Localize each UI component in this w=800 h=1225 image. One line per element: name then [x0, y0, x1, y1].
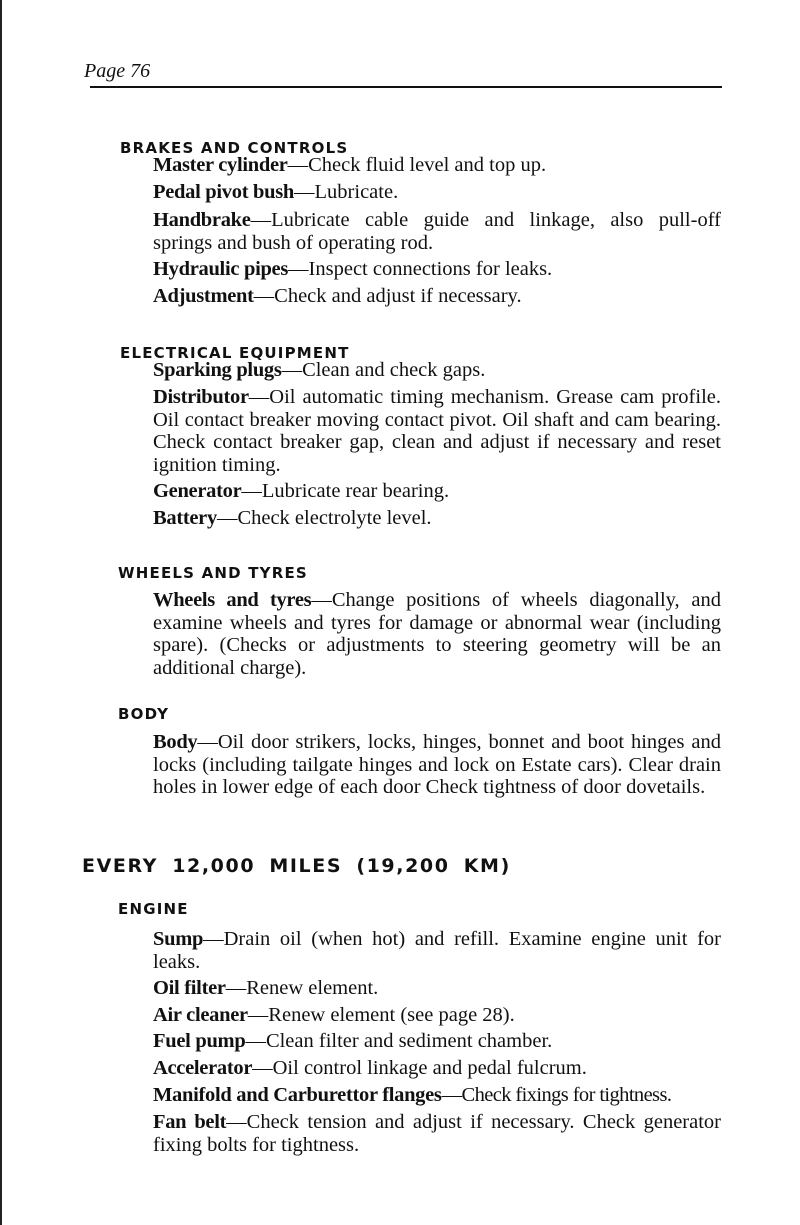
list-item [153, 507, 721, 530]
item-text: — Check fluid level and top up. [288, 154, 546, 176]
list-item [153, 1030, 721, 1053]
list-item [153, 1057, 721, 1080]
list-item [153, 1111, 721, 1156]
item-text: — Oil door strikers, locks, hinges, bonnet and boot hinges and locks (including tailgate hinges and lock on Estate cars). Clear drain holes in lower edge of each door Check tightness of door dovetails. [153, 731, 721, 798]
item-text: — Lubricate. [294, 181, 398, 203]
section-heading-wheels: WHEELS AND TYRES [118, 564, 308, 582]
item-term: Fuel pump [153, 1030, 246, 1052]
item-text: — Lubricate cable guide and linkage, also pull-off springs and bush of operating rod. [153, 209, 721, 254]
item-term: Sparking plugs [153, 359, 282, 381]
list-item [153, 154, 721, 177]
page-number: Page 76 [84, 60, 151, 82]
item-text: — Clean and check gaps. [282, 359, 486, 381]
item-term: Generator [153, 480, 242, 502]
item-term: Manifold and Carburettor flanges [153, 1084, 442, 1106]
interval-heading: EVERY 12,000 MILES (19,200 KM) [82, 855, 511, 877]
item-text: — Renew element (see page 28). [248, 1004, 515, 1026]
item-text: — Oil automatic timing mechanism. Grease cam profile. Oil contact breaker moving contact pivot. Oil shaft and cam bearing. Check contact breaker gap, clean and adjust if necessary and reset ignition timing. [153, 386, 721, 476]
item-text: — Renew element. [226, 977, 379, 999]
list-item [153, 731, 721, 799]
item-text: — Check electrolyte level. [217, 507, 432, 529]
list-item [153, 285, 721, 308]
item-text: — Lubricate rear bearing. [241, 480, 449, 502]
list-item [153, 258, 721, 281]
item-text: — Clean filter and sediment chamber. [245, 1030, 552, 1052]
item-text: — Change positions of wheels diagonally, and examine wheels and tyres for damage or abnormal wear (including spare). (Checks or adjustments to steering geometry will be an additional charge). [153, 589, 721, 679]
item-text: — Inspect connections for leaks. [288, 258, 552, 280]
item-term: Oil filter [153, 977, 226, 999]
page-header [84, 60, 722, 83]
page-edge-rule [0, 0, 2, 1225]
list-item [153, 386, 721, 476]
section-heading-engine: ENGINE [118, 900, 189, 918]
list-item [153, 480, 721, 503]
item-text: — Oil control linkage and pedal fulcrum. [252, 1057, 587, 1079]
list-item [153, 928, 721, 973]
item-term: Accelerator [153, 1057, 253, 1079]
item-text: — Drain oil (when hot) and refill. Examine engine unit for leaks. [153, 928, 721, 973]
list-item [153, 181, 721, 204]
list-item [153, 209, 721, 254]
list-item [153, 1004, 721, 1027]
item-term: Adjustment [153, 285, 254, 307]
item-term: Wheels and tyres [153, 589, 312, 611]
item-term: Distributor [153, 386, 249, 408]
item-term: Master cylinder [153, 154, 288, 176]
item-term: Air cleaner [153, 1004, 248, 1026]
item-term: Body [153, 731, 198, 753]
item-text: — Check tension and adjust if necessary. Check generator fixing bolts for tightness. [153, 1111, 721, 1156]
item-term: Sump [153, 928, 204, 950]
item-term: Handbrake [153, 209, 251, 231]
list-item [153, 977, 721, 1000]
list-item [153, 589, 721, 679]
section-heading-electrical: ELECTRICAL EQUIPMENT [120, 344, 350, 362]
item-text: — Check and adjust if necessary. [254, 285, 522, 307]
item-term: Fan belt [153, 1111, 227, 1133]
section-heading-brakes: BRAKES AND CONTROLS [120, 139, 349, 157]
section-heading-body: BODY [118, 705, 170, 723]
item-text: — Check fixings for tightness. [442, 1084, 672, 1106]
list-item [153, 1084, 721, 1107]
header-rule [90, 86, 722, 88]
item-term: Hydraulic pipes [153, 258, 289, 280]
item-term: Battery [153, 507, 217, 529]
list-item [153, 359, 721, 382]
item-term: Pedal pivot bush [153, 181, 295, 203]
